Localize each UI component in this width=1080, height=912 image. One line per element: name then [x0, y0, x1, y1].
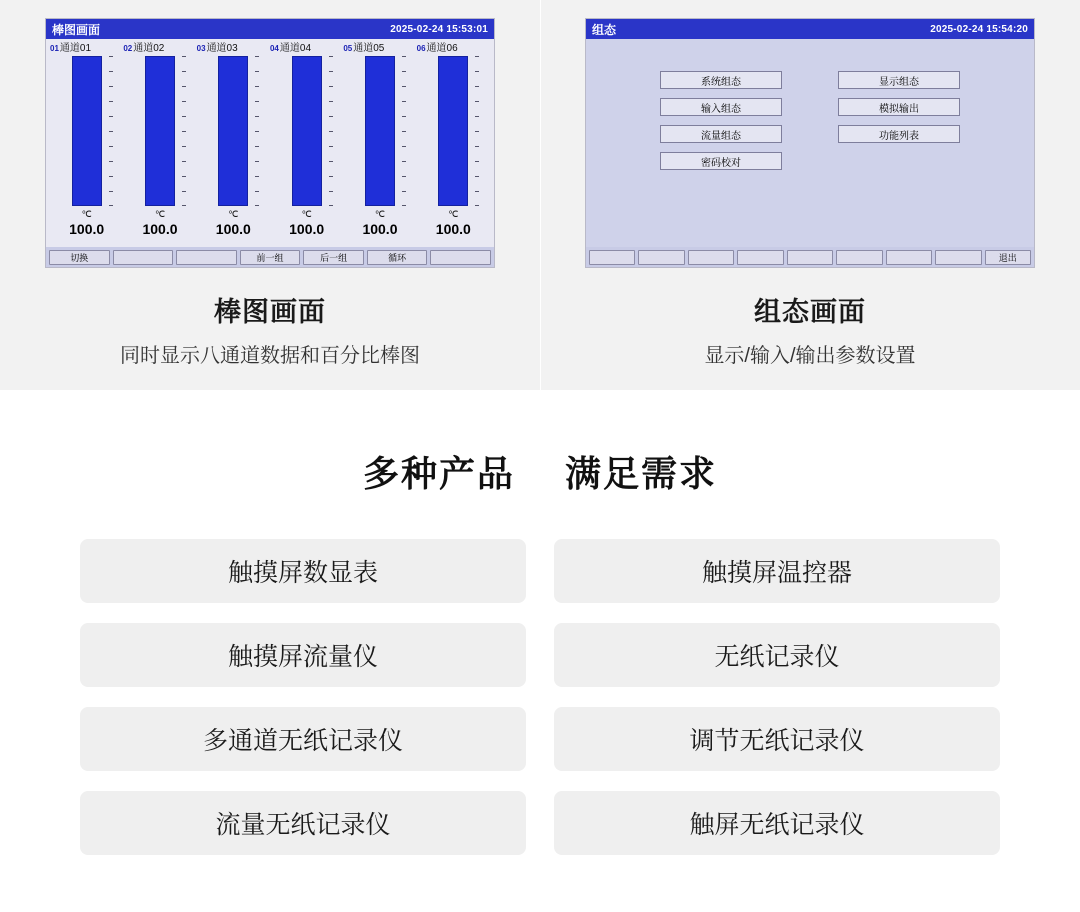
strip-button-blank[interactable]	[886, 250, 932, 265]
channel-header	[50, 39, 123, 54]
panel-caption-sub: 同时显示八通道数据和百分比棒图	[120, 345, 420, 367]
product-item[interactable]: 多通道无纸记录仪	[80, 707, 526, 771]
bar-column	[417, 56, 490, 206]
strip-button-blank[interactable]	[176, 250, 237, 265]
channel-number: 02	[123, 44, 133, 53]
channel-header	[270, 39, 343, 54]
channel-number: 05	[343, 44, 353, 53]
strip-button-next-group[interactable]: 后一组	[303, 250, 364, 265]
product-item[interactable]: 触摸屏数显表	[80, 539, 526, 603]
configuration-body	[586, 39, 1034, 247]
screen-title: 棒图画面	[52, 22, 101, 37]
channel-value: 100.0	[435, 221, 471, 237]
channel-value: 100.0	[215, 221, 251, 237]
product-item[interactable]: 调节无纸记录仪	[554, 707, 1000, 771]
channel-unit: ℃	[81, 209, 92, 219]
products-section	[0, 390, 1080, 912]
screens-showcase-section	[0, 0, 1080, 390]
menu-item-flow-config[interactable]: 流量组态	[660, 125, 782, 143]
channel-label: 通道04	[279, 43, 312, 54]
product-item[interactable]: 触摸屏流量仪	[80, 623, 526, 687]
tick-marks	[255, 56, 261, 206]
panel-bar-graph	[0, 0, 540, 390]
menu-item-function-list[interactable]: 功能列表	[838, 125, 960, 143]
channel-number: 06	[416, 44, 426, 53]
panel-caption-title: 棒图画面	[214, 297, 326, 327]
bar	[218, 56, 248, 206]
channel-label: 通道03	[206, 43, 238, 54]
channel-number: 03	[196, 44, 206, 53]
product-item[interactable]: 流量无纸记录仪	[80, 791, 526, 855]
channel-unit: ℃	[448, 209, 459, 219]
tick-marks	[402, 56, 408, 206]
panel-caption-sub: 显示/输入/输出参数设置	[704, 345, 916, 367]
strip-button-blank[interactable]	[113, 250, 174, 265]
strip-button-cycle[interactable]: 循环	[367, 250, 428, 265]
channel-value: 100.0	[69, 221, 105, 237]
strip-button-blank[interactable]	[638, 250, 684, 265]
channel-unit: ℃	[228, 209, 239, 219]
tick-marks	[182, 56, 188, 206]
device-screen-configuration	[585, 18, 1035, 268]
tick-marks	[475, 56, 481, 206]
bar	[72, 56, 102, 206]
bars-area	[50, 56, 490, 206]
configuration-menu-grid	[660, 71, 960, 170]
screen-title: 组态	[592, 22, 617, 37]
tick-marks	[109, 56, 115, 206]
channel-value: 100.0	[289, 221, 325, 237]
panel-divider	[540, 0, 541, 390]
panel-caption-title: 组态画面	[754, 297, 866, 327]
bar	[145, 56, 175, 206]
clock-text: 2025-02-24 15:54:20	[930, 23, 1028, 35]
bar	[292, 56, 322, 206]
bar-column	[197, 56, 270, 206]
menu-item-display-config[interactable]: 显示组态	[838, 71, 960, 89]
channel-unit: ℃	[301, 209, 312, 219]
section-heading-left: 多种产品	[362, 453, 515, 494]
section-heading-right: 满足需求	[565, 453, 718, 494]
product-item[interactable]: 触摸屏温控器	[554, 539, 1000, 603]
title-bar	[586, 19, 1034, 39]
channel-header	[417, 39, 490, 54]
strip-button-blank[interactable]	[737, 250, 783, 265]
panel-configuration	[540, 0, 1080, 390]
channel-header	[197, 39, 270, 54]
menu-item-input-config[interactable]: 输入组态	[660, 98, 782, 116]
channel-header-row	[50, 41, 490, 54]
bar	[365, 56, 395, 206]
channel-header	[123, 39, 196, 54]
bar	[438, 56, 468, 206]
strip-button-blank[interactable]	[787, 250, 833, 265]
channel-number: 04	[269, 44, 279, 53]
bar-column	[123, 56, 196, 206]
strip-button-prev-group[interactable]: 前一组	[240, 250, 301, 265]
menu-item-password-check[interactable]: 密码校对	[660, 152, 782, 170]
channel-label: 通道05	[353, 43, 385, 54]
menu-item-analog-output[interactable]: 模拟输出	[838, 98, 960, 116]
bar-graph-body	[46, 39, 494, 247]
channel-value: 100.0	[142, 221, 178, 237]
device-screen-bar-graph	[45, 18, 495, 268]
menu-item-system-config[interactable]: 系统组态	[660, 71, 782, 89]
strip-button-switch[interactable]: 切换	[49, 250, 110, 265]
tick-marks	[329, 56, 335, 206]
bar-column	[343, 56, 416, 206]
product-item[interactable]: 无纸记录仪	[554, 623, 1000, 687]
channel-label: 通道02	[133, 43, 165, 54]
channel-unit: ℃	[374, 209, 386, 219]
strip-button-exit[interactable]: 退出	[985, 250, 1031, 265]
channel-label: 通道06	[426, 43, 458, 54]
strip-button-blank[interactable]	[589, 250, 635, 265]
channel-unit: ℃	[154, 209, 166, 219]
title-bar	[46, 19, 494, 39]
channel-number: 01	[50, 44, 59, 53]
bar-column	[50, 56, 123, 206]
strip-button-blank[interactable]	[836, 250, 882, 265]
unit-row	[50, 209, 490, 220]
strip-button-blank[interactable]	[935, 250, 981, 265]
clock-text: 2025-02-24 15:53:01	[390, 23, 488, 35]
value-row	[50, 221, 490, 237]
channel-header	[343, 39, 416, 54]
channel-value: 100.0	[362, 221, 398, 237]
strip-button-blank[interactable]	[688, 250, 734, 265]
section-heading	[0, 446, 1080, 497]
bottom-button-strip	[46, 247, 494, 267]
product-item[interactable]: 触屏无纸记录仪	[554, 791, 1000, 855]
channel-label: 通道01	[59, 43, 92, 54]
bottom-button-strip	[586, 247, 1034, 267]
strip-button-blank[interactable]	[430, 250, 491, 265]
bar-column	[270, 56, 343, 206]
product-grid	[80, 539, 1000, 855]
